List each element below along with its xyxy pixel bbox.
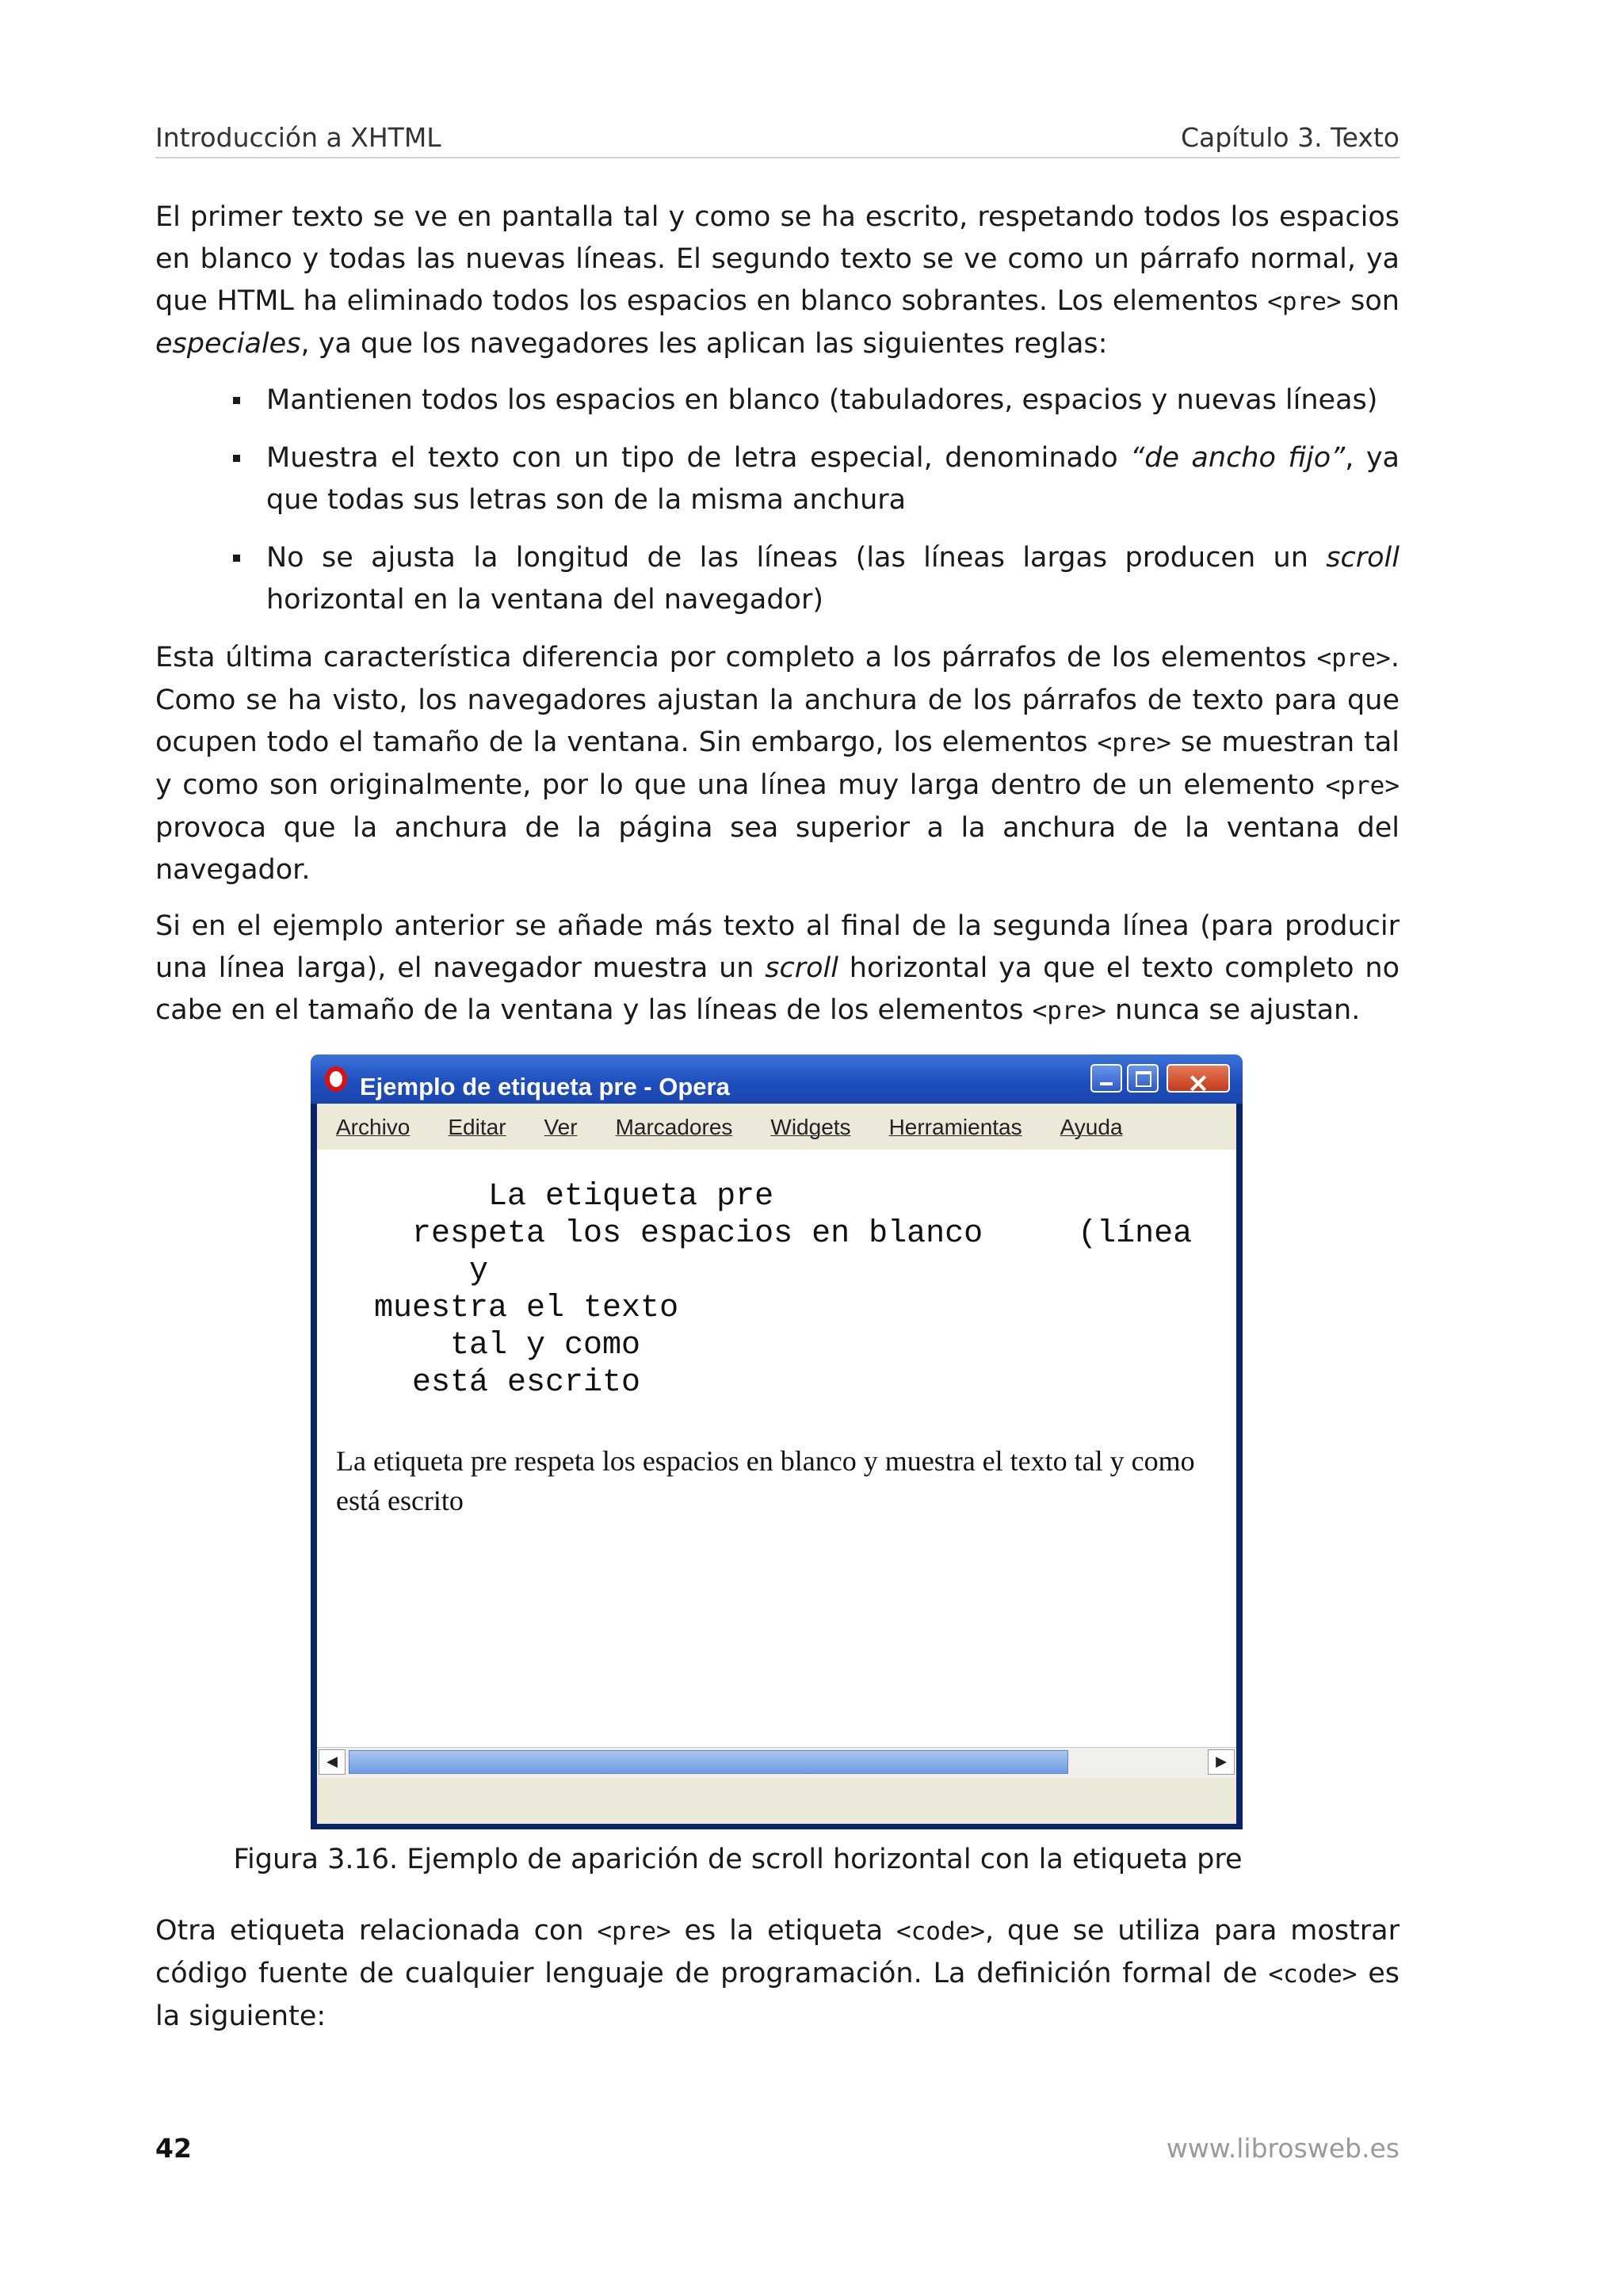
chapter-title: Capítulo 3. Texto (1181, 122, 1400, 153)
inline-code: <pre> (1325, 772, 1400, 800)
close-icon: ✕ (1187, 1070, 1209, 1098)
paragraph-code-intro: Otra etiqueta relacionada con <pre> es la etiqueta <code>, que se utiliza para mostrar código fuente de cualquier lenguaje de programación. La definición formal de <code> es la siguiente: (155, 1915, 1400, 2032)
pre-text-block: La etiqueta pre respeta los espacios en blanco (línea y muestra el texto tal y como está escrito (374, 1179, 1193, 1401)
page-header (155, 119, 1400, 158)
inline-code: <pre> (1097, 729, 1171, 757)
emphasis: especiales (155, 328, 301, 360)
paragraph-scroll-example: Si en el ejemplo anterior se añade más texto al final de la segunda línea (para producir una línea larga), el navegador muestra un scroll horizontal ya que el texto completo no cabe en el tamaño de la ventana y las líneas de los elementos <pre> nunca se ajustan. (155, 910, 1400, 1026)
menu-herramientas[interactable]: Herramientas (888, 1114, 1022, 1139)
normal-text-paragraph: La etiqueta pre respeta los espacios en blanco y muestra el texto tal y como está escrito (336, 1445, 1195, 1516)
inline-code: <pre> (1316, 644, 1391, 673)
rules-list (155, 379, 1400, 621)
paragraph-pre-behavior: Esta última característica diferencia por completo a los párrafos de los elementos <pre>. Como se ha visto, los navegadores ajustan la anchura de los párrafos de texto para que ocupen todo el tamaño de la ventana. Sin embargo, los elementos <pre> se muestran tal y como son originalmente, por lo que una línea muy larga dentro de un elemento <pre> provoca que la anchura de la página sea superior a la anchura de la ventana del navegador. (155, 642, 1400, 886)
opera-logo-icon (325, 1066, 347, 1092)
page-viewport (317, 1150, 1236, 1747)
menu-marcadores[interactable]: Marcadores (615, 1114, 733, 1139)
menu-editar[interactable]: Editar (448, 1114, 506, 1139)
inline-code: <code> (896, 1917, 985, 1946)
status-bar (317, 1778, 1236, 1824)
figure-caption: Figura 3.16. Ejemplo de aparición de scroll horizontal con la etiqueta pre (233, 1844, 1243, 1875)
inline-code: <pre> (1267, 288, 1342, 316)
menu-widgets[interactable]: Widgets (770, 1114, 851, 1139)
page-footer (155, 2133, 1400, 2171)
inline-code: <code> (1268, 1960, 1358, 1989)
page-number: 42 (155, 2133, 192, 2164)
list-item: No se ajusta la longitud de las líneas (las líneas largas producen un scroll horizontal en la ventana del navegador) (266, 537, 1400, 621)
title-bar (311, 1055, 1243, 1104)
menu-bar (317, 1104, 1236, 1150)
horizontal-scrollbar[interactable] (317, 1747, 1236, 1778)
bullet-icon (233, 555, 240, 562)
menu-archivo[interactable]: Archivo (336, 1114, 411, 1139)
site-url: www.librosweb.es (1166, 2133, 1400, 2164)
paragraph-pre-intro: El primer texto se ve en pantalla tal y como se ha escrito, respetando todos los espacios en blanco y todas las nuevas líneas. El segundo texto se ve como un párrafo normal, ya que HTML ha eliminado todos los espacios en blanco sobrantes. Los elementos <pre> son especiales, ya que los navegadores les aplican las siguientes reglas: (155, 201, 1400, 360)
bullet-icon (233, 455, 240, 462)
figure-screenshot (155, 1055, 1400, 1875)
inline-code: <pre> (1032, 997, 1106, 1025)
scroll-left-icon[interactable]: ◀ (319, 1749, 346, 1775)
scroll-right-icon[interactable]: ▶ (1208, 1749, 1235, 1775)
menu-ver[interactable]: Ver (544, 1114, 578, 1139)
emphasis: “de ancho fijo” (1130, 442, 1346, 474)
inline-code: <pre> (597, 1917, 671, 1946)
list-item: Mantienen todos los espacios en blanco (tabuladores, espacios y nuevas líneas) (266, 379, 1400, 421)
emphasis: scroll (765, 952, 838, 984)
close-button[interactable] (1167, 1064, 1230, 1098)
menu-ayuda[interactable]: Ayuda (1060, 1114, 1123, 1139)
minimize-button[interactable] (1090, 1064, 1122, 1093)
scroll-thumb[interactable] (349, 1750, 1068, 1774)
book-title: Introducción a XHTML (155, 122, 441, 153)
browser-window (311, 1055, 1243, 1829)
emphasis: scroll (1326, 542, 1400, 574)
bullet-icon (233, 397, 240, 404)
window-title: Ejemplo de etiqueta pre - Opera (360, 1073, 730, 1100)
maximize-button[interactable] (1127, 1064, 1159, 1093)
page-content (155, 196, 1400, 2052)
list-item: Muestra el texto con un tipo de letra especial, denominado “de ancho fijo”, ya que todas sus letras son de la misma anchura (266, 437, 1400, 521)
